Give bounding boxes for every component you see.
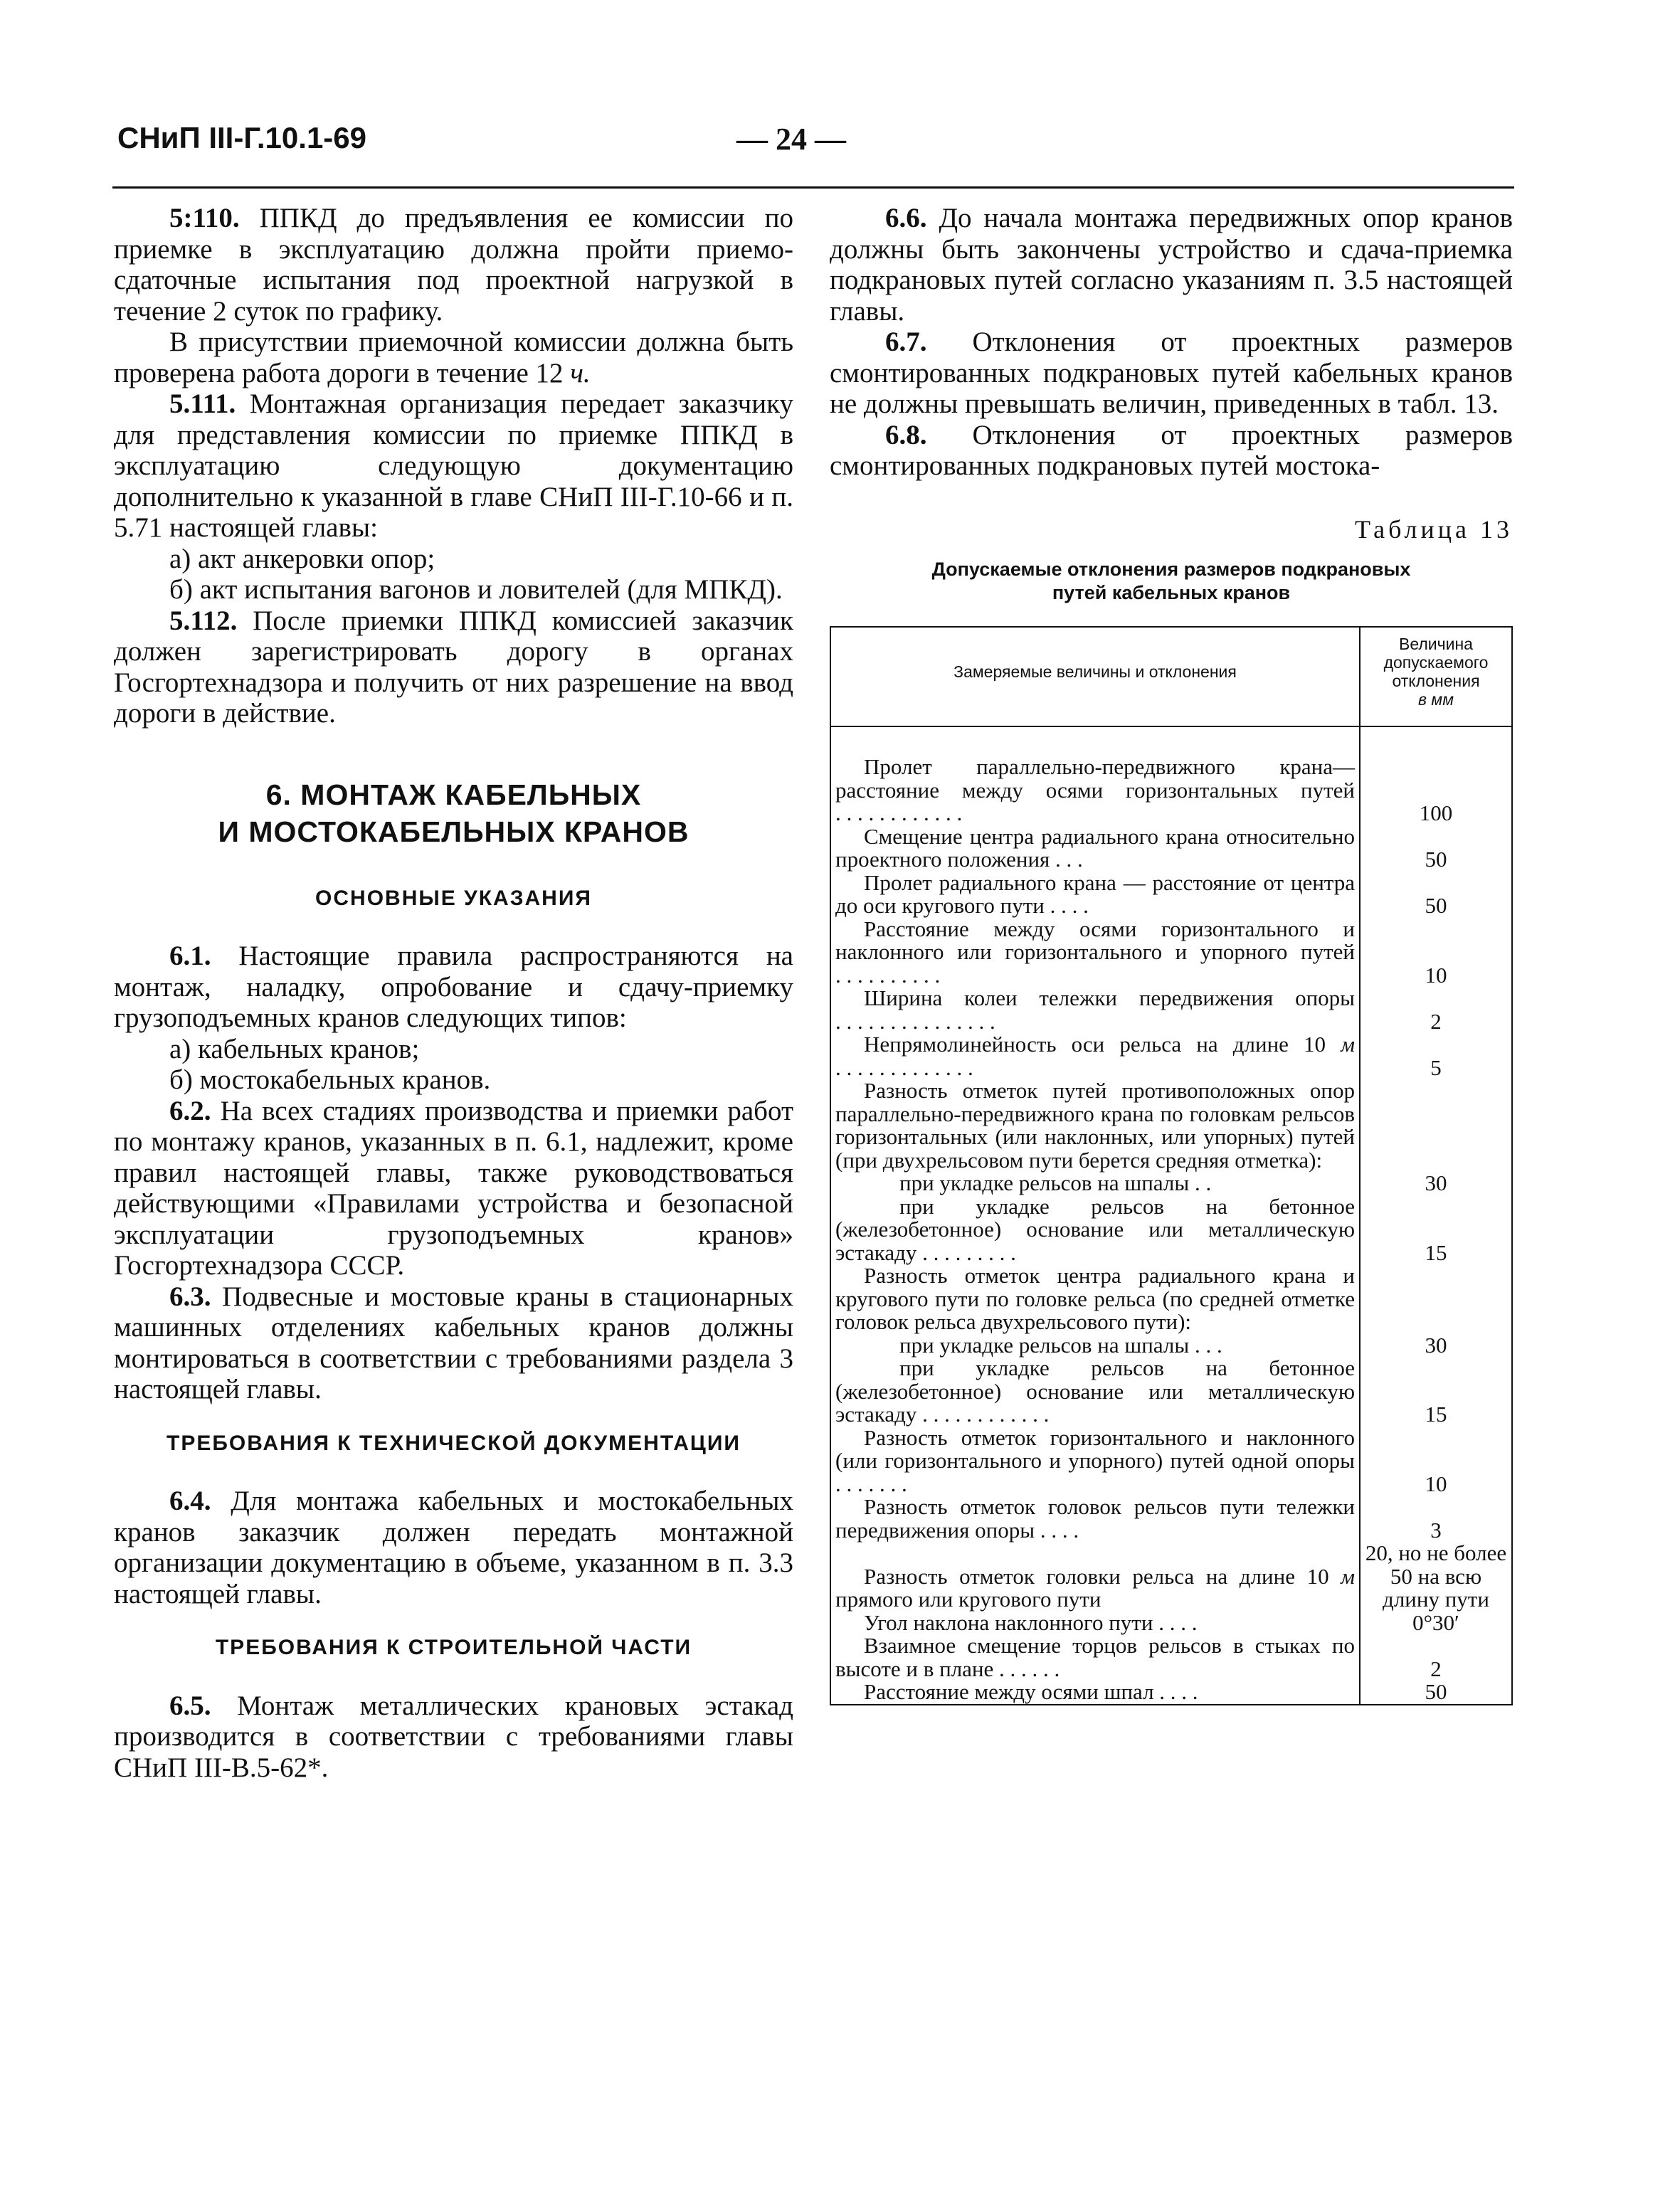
table-row (830, 918, 1512, 988)
clause-number: 5:110. (169, 203, 240, 233)
header-line: отклонения (1392, 672, 1480, 690)
clause-6-4 (114, 1486, 793, 1609)
table-row (830, 1334, 1512, 1358)
row-text: Разность отметок головки рельса на длине 10 (864, 1563, 1329, 1589)
row-value: 3 (1360, 1496, 1512, 1542)
clause-6-8 (830, 420, 1513, 482)
row-leader-dots: . . . . (1035, 1517, 1079, 1543)
row-value: 20, но не более 50 на всю длину пути (1360, 1542, 1512, 1612)
row-label (830, 987, 1360, 1033)
row-text: при укладке рельсов на бетонное (железобетонное) основание или металлическую эстакаду (835, 1355, 1355, 1427)
clause-text: Настоящие правила распространяются на монтаж, наладку, опробование и сдачу-приемку грузоподъемных кранов следующих типов: (114, 941, 793, 1033)
clause-number: 6.4. (169, 1486, 211, 1516)
clause-number: 6.7. (885, 327, 927, 357)
clause-5-111 (114, 388, 793, 544)
row-leader-dots: . . (1189, 1170, 1212, 1195)
row-text: Разность отметок горизонтального и наклонного (или горизонтального и упорного) путей одной опоры (835, 1424, 1355, 1473)
row-leader-dots: . . . . (1044, 893, 1089, 918)
table-row (830, 1612, 1512, 1635)
row-value: 0°30′ (1360, 1612, 1512, 1635)
left-column (114, 203, 793, 1783)
row-text: Расстояние между осями горизонтального и наклонного или горизонтального и упорного путей (835, 916, 1355, 964)
row-leader-dots: . . . (1050, 847, 1083, 872)
clause-number: 6.2. (169, 1095, 211, 1126)
row-label (830, 918, 1360, 988)
clause-6-1-list (114, 1034, 793, 1096)
row-leader-dots: . . . . . . . (835, 1471, 907, 1496)
row-value: 15 (1360, 1357, 1512, 1427)
header-line: в мм (1418, 690, 1454, 709)
row-leader-dots: . . . . . . . . . . . . . (835, 1054, 973, 1080)
clause-text: Отклонения от проектных размеров смонтированных подкрановых путей кабельных кранов не должны превышать величин, приведенных в табл. 13. (830, 327, 1513, 419)
clause-text: Монтажная организация передает заказчику для представления комиссии по приемке ППКД в эксплуатацию следующую документацию дополнительно к указанной в главе СНиП III-Г.10-66 и п. 5.71 настоящей главы: (114, 388, 793, 543)
table-title-line: путей кабельных кранов (1052, 582, 1291, 603)
row-label (830, 1033, 1360, 1079)
row-label (830, 1609, 1360, 1635)
row-leader-dots: . . . . . . . . . . . . (835, 800, 963, 825)
subsection-tech-docs: ТРЕБОВАНИЯ К ТЕХНИЧЕСКОЙ ДОКУМЕНТАЦИИ (167, 1431, 741, 1455)
clause-6-7 (830, 327, 1513, 420)
row-value: 10 (1360, 1427, 1512, 1496)
table-row (830, 1542, 1512, 1612)
row-label (830, 825, 1360, 872)
clause-text: До начала монтажа передвижных опор кранов должны быть закончены устройство и сдача-приемка подкрановых путей согласно указаниям п. 3.5 настоящей главы. (830, 203, 1513, 327)
row-value: 15 (1360, 1195, 1512, 1265)
section-title-line: 6. МОНТАЖ КАБЕЛЬНЫХ (265, 778, 642, 811)
clause-number: 5.111. (169, 388, 236, 419)
table-row (830, 1681, 1512, 1705)
right-column (830, 203, 1513, 1705)
table-row (830, 1172, 1512, 1195)
clause-number: 6.6. (885, 203, 927, 233)
clause-number: 6.8. (885, 419, 927, 450)
table-row (830, 872, 1512, 918)
clause-5-112 (114, 605, 793, 729)
column-header-tolerance (1360, 627, 1512, 726)
table-row (830, 825, 1512, 872)
row-leader-dots: . . . . (1153, 1679, 1198, 1704)
row-value: 100 (1360, 756, 1512, 825)
table-spacer (830, 726, 1512, 756)
table-label: Таблица 13 (1355, 514, 1513, 544)
table-row (830, 987, 1512, 1033)
clause-text: Для монтажа кабельных и мостокабельных кранов заказчик должен передать монтажной организации документацию в объеме, указанном в п. 3.3 настоящей главы. (114, 1486, 793, 1609)
page-header (117, 121, 1512, 164)
clause-text: ППКД до предъявления ее комиссии по приемке в эксплуатацию должна пройти приемо-сдаточные испытания под проектной нагрузкой в течение 2 суток по графику. (114, 203, 794, 327)
section-title-line: И МОСТОКАБЕЛЬНЫХ КРАНОВ (218, 815, 690, 848)
row-value: 50 (1360, 872, 1512, 918)
row-value: 2 (1360, 1634, 1512, 1681)
row-value: 50 (1360, 825, 1512, 872)
row-label (830, 1079, 1360, 1172)
row-leader-dots: . . . . . . (993, 1656, 1060, 1681)
row-value: 30 (1360, 1172, 1512, 1195)
row-value (1360, 1264, 1512, 1334)
row-label (830, 1634, 1360, 1681)
table-row (830, 1195, 1512, 1265)
clause-text: Отклонения от проектных размеров смонтированных подкрановых путей мостока- (830, 419, 1513, 481)
table-title (830, 558, 1513, 605)
clause-number: 6.3. (169, 1281, 211, 1312)
row-value: 10 (1360, 918, 1512, 988)
clause-6-5 (114, 1691, 793, 1784)
column-header-measured: Замеряемые величины и отклонения (830, 627, 1360, 726)
table-row (830, 756, 1512, 825)
table-title-line: Допускаемые отклонения размеров подкрановых (931, 559, 1411, 580)
row-leader-dots: . . . . . . . . . . . . . . . (835, 1008, 995, 1034)
row-text: Ширина колеи тележки передвижения опоры (864, 985, 1355, 1010)
clause-5-110-cont (114, 327, 793, 388)
clause-text: После приемки ППКД комиссией заказчик должен зарегистрировать дорогу в органах Госгортехнадзора и получить от них разрешение на ввод дороги в действие. (114, 605, 793, 729)
document-code: СНиП III-Г.10.1-69 (117, 121, 367, 154)
header-line: допускаемого (1383, 653, 1489, 672)
row-label (830, 1681, 1360, 1705)
table-body (830, 726, 1512, 1705)
row-leader-dots: . . . (1189, 1332, 1222, 1358)
clause-6-6 (830, 203, 1513, 327)
row-label (830, 1357, 1360, 1427)
table-row (830, 1496, 1512, 1542)
clause-6-3 (114, 1281, 793, 1405)
row-label (830, 1496, 1360, 1542)
row-text: Смещение центра радиального крана относительно проектного положения (835, 823, 1355, 872)
table-row (830, 1079, 1512, 1172)
row-label (830, 1424, 1360, 1496)
clause-5-111-list (114, 544, 793, 575)
row-value: 50 (1360, 1681, 1512, 1705)
clause-text: Монтаж металлических крановых эстакад производится в соответствии с требованиями главы СНиП III-В.5-62*. (114, 1690, 793, 1783)
section-6-title (114, 776, 793, 850)
clause-number: 5.112. (169, 605, 238, 636)
clause-number: 6.5. (169, 1690, 211, 1721)
table-row (830, 1264, 1512, 1334)
subsection-construction: ТРЕБОВАНИЯ К СТРОИТЕЛЬНОЙ ЧАСТИ (215, 1636, 692, 1659)
clause-6-1 (114, 941, 793, 1034)
row-text: Разность отметок центра радиального крана и кругового пути по головке рельса (по средней отметке головок рельса двухрельсового пути): (835, 1263, 1355, 1334)
table-row (830, 1357, 1512, 1427)
row-text: Разность отметок путей противоположных опор параллельно-передвижного крана по головкам рельсов горизонтальных (или наклонных, или упорных) путей (при двухрельсовом пути берется средняя отметка): (835, 1078, 1355, 1173)
list-item: а) кабельных кранов; (169, 1033, 420, 1064)
row-text-tail: прямого или кругового пути (835, 1587, 1101, 1612)
clause-text: На всех стадиях производства и приемки работ по монтажу кранов, указанных в п. 6.1, надлежит, кроме правил настоящей главы, также руководствоваться действующими «Правилами устройства и безопасной эксплуатации грузоподъемных кранов» Госгортехнадзора СССР. (114, 1095, 794, 1281)
row-text: Пролет радиального крана — расстояние от центра до оси кругового пути (835, 869, 1355, 918)
row-label (830, 1195, 1360, 1265)
row-unit: м (1341, 1563, 1355, 1589)
row-value: 30 (1360, 1334, 1512, 1358)
list-item: б) акт испытания вагонов и ловителей (для МПКД). (169, 574, 783, 605)
subsection-main: ОСНОВНЫЕ УКАЗАНИЯ (315, 886, 592, 910)
row-leader-dots: . . . . . . . . . . . . (916, 1402, 1050, 1427)
row-leader-dots: . . . . (1153, 1609, 1198, 1635)
unit-hours: ч. (570, 357, 591, 388)
row-value (1360, 1079, 1512, 1172)
row-leader-dots: . . . . . . . . . (916, 1239, 1016, 1265)
table-row (830, 1634, 1512, 1681)
table-row (830, 1427, 1512, 1496)
row-value: 2 (1360, 987, 1512, 1033)
header-rule (112, 186, 1514, 189)
row-label (830, 1542, 1360, 1612)
row-text: Расстояние между осями шпал (864, 1679, 1154, 1704)
clause-5-110 (114, 203, 793, 327)
row-unit: м (1341, 1032, 1355, 1057)
deviation-table (830, 626, 1513, 1705)
list-item: б) мостокабельных кранов. (169, 1064, 491, 1095)
list-item: а) акт анкеровки опор; (169, 543, 435, 574)
row-text: Разность отметок головок рельсов пути тележки передвижения опоры (835, 1494, 1355, 1543)
row-text: при укладке рельсов на шпалы (899, 1332, 1190, 1358)
row-text: при укладке рельсов на шпалы (899, 1170, 1190, 1195)
row-value: 5 (1360, 1033, 1512, 1079)
clause-text: Подвесные и мостовые краны в стационарных машинных отделениях кабельных кранов должны монтироваться в соответствии с требованиями раздела 3 настоящей главы. (114, 1281, 794, 1404)
row-text: Угол наклона наклонного пути (864, 1609, 1153, 1635)
clause-number: 6.1. (169, 941, 211, 971)
row-label (830, 1334, 1360, 1358)
header-line: Величина (1399, 635, 1473, 653)
row-label (830, 1264, 1360, 1334)
row-label (830, 869, 1360, 918)
row-text: Пролет параллельно-передвижного крана—расстояние между осями горизонтальных путей (835, 754, 1355, 803)
row-label (830, 1172, 1360, 1195)
row-text: Взаимное смещение торцов рельсов в стыках по высоте и в плане (835, 1633, 1355, 1681)
row-leader-dots: . . . . . . . . . . (835, 962, 941, 988)
table-row (830, 1033, 1512, 1079)
clause-text: В присутствии приемочной комиссии должна быть проверена работа дороги в течение 12 (114, 327, 793, 388)
row-label (830, 756, 1360, 825)
clause-6-2 (114, 1096, 793, 1281)
row-text: Непрямолинейность оси рельса на длине 10 (864, 1032, 1326, 1057)
row-text: при укладке рельсов на бетонное (железобетонное) основание или металлическую эстакаду (835, 1193, 1355, 1265)
page-number: — 24 — (736, 122, 846, 157)
